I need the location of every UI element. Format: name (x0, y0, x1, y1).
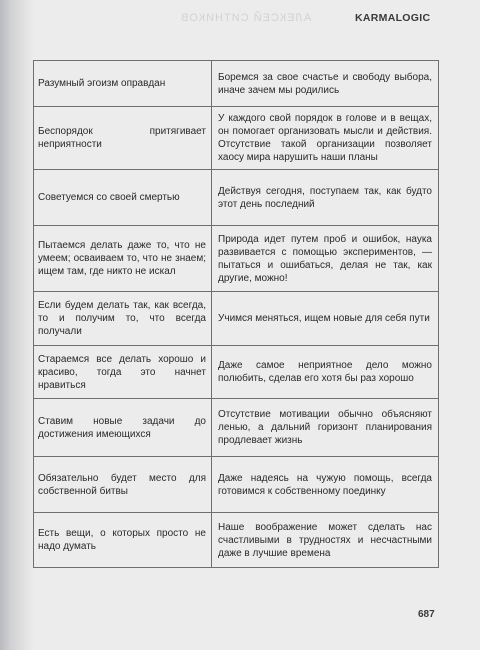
principle-cell: Есть вещи, о которых просто не надо думать (34, 513, 212, 568)
explanation-cell: У каждого свой порядок в голове и в вещах, он помогает организовать мысли и действия. Отсутствие такой организации позволяет хаосу мира нарушить наши планы (212, 107, 439, 170)
table-row (34, 226, 439, 292)
principle-cell: Если будем делать так, как всегда, то и получим то, что всегда получали (34, 292, 212, 346)
principle-cell: Разумный эгоизм оправдан (34, 61, 212, 107)
table-row (34, 513, 439, 568)
gutter-shadow (0, 0, 34, 650)
principle-cell: Стараемся все делать хорошо и красиво, тогда это начнет нравиться (34, 346, 212, 399)
show-through-header: АЛЕКСЕЙ СИТНИКОВ (180, 12, 312, 24)
principle-cell: Пытаемся делать даже то, что не умеем; осваиваем то, что не знаем; ищем там, где никто не искал (34, 226, 212, 292)
table-row (34, 61, 439, 107)
page-number: 687 (418, 609, 435, 620)
explanation-cell: Природа идет путем проб и ошибок, наука развивается с помощью экспериментов, — пытаться и ошибаться, делая не так, как другие, можно! (212, 226, 439, 292)
table-row (34, 346, 439, 399)
table-row (34, 107, 439, 170)
explanation-cell: Действуя сегодня, поступаем так, как будто этот день последний (212, 170, 439, 226)
explanation-cell: Боремся за свое счастье и свободу выбора, иначе зачем мы родились (212, 61, 439, 107)
table-row (34, 399, 439, 457)
principle-cell: Советуемся со своей смертью (34, 170, 212, 226)
table-row (34, 170, 439, 226)
explanation-cell: Учимся меняться, ищем новые для себя пути (212, 292, 439, 346)
table-row (34, 292, 439, 346)
table-row (34, 457, 439, 513)
principles-table (33, 60, 439, 568)
principle-cell: Беспорядок притягивает неприятности (34, 107, 212, 170)
explanation-cell: Даже надеясь на чужую помощь, всегда готовимся к собственному поединку (212, 457, 439, 513)
explanation-cell: Наше воображение может сделать нас счастливыми в трудностях и несчастными даже в лучшие времена (212, 513, 439, 568)
explanation-cell: Даже самое неприятное дело можно полюбить, сделав его хотя бы раз хорошо (212, 346, 439, 399)
explanation-cell: Отсутствие мотивации обычно объясняют ленью, а дальний горизонт планирования продлевает жизнь (212, 399, 439, 457)
running-header: KARMALOGIC (355, 12, 431, 24)
principle-cell: Ставим новые задачи до достижения имеющихся (34, 399, 212, 457)
principle-cell: Обязательно будет место для собственной битвы (34, 457, 212, 513)
